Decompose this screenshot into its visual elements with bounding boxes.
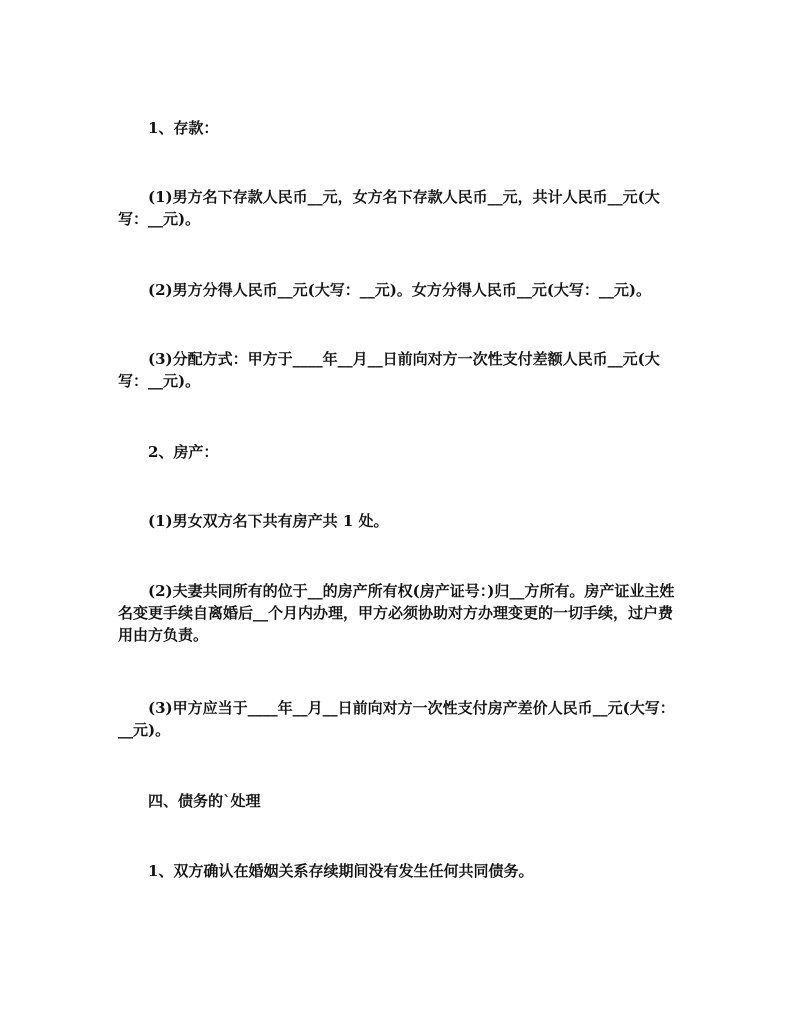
clause-property-ownership: (2)夫妻共同所有的位于__的房产所有权(房产证号：)归__方所有。房产证业主姓名变更手续自离婚后__个月内办理，甲方必须协助对方办理变更的一切手续，过户费用由方负责。: [118, 582, 675, 644]
section-heading-deposits: 1、存款：: [148, 119, 219, 137]
clause-debts-confirmation: 1、双方确认在婚姻关系存续期间没有发生任何共同债务。: [148, 862, 534, 880]
section-heading-property: 2、房产：: [148, 443, 219, 461]
section-heading-debts: 四、债务的`处理: [148, 792, 261, 810]
clause-property-count: (1)男女双方名下共有房产共 1 处。: [148, 512, 389, 530]
clause-payment-method: (3)分配方式：甲方于____年__月__日前向对方一次性支付差额人民币__元(大写：__元)。: [118, 350, 660, 390]
clause-deposit-amounts: (1)男方名下存款人民币__元，女方名下存款人民币__元，共计人民币__元(大写：__元)。: [118, 188, 660, 228]
clause-property-price-difference: (3)甲方应当于____年__月__日前向对方一次性支付房产差价人民币__元(大写：__元)。: [118, 699, 675, 739]
clause-deposit-split: (2)男方分得人民币__元(大写：__元)。女方分得人民币__元(大写：__元)。: [148, 281, 652, 299]
